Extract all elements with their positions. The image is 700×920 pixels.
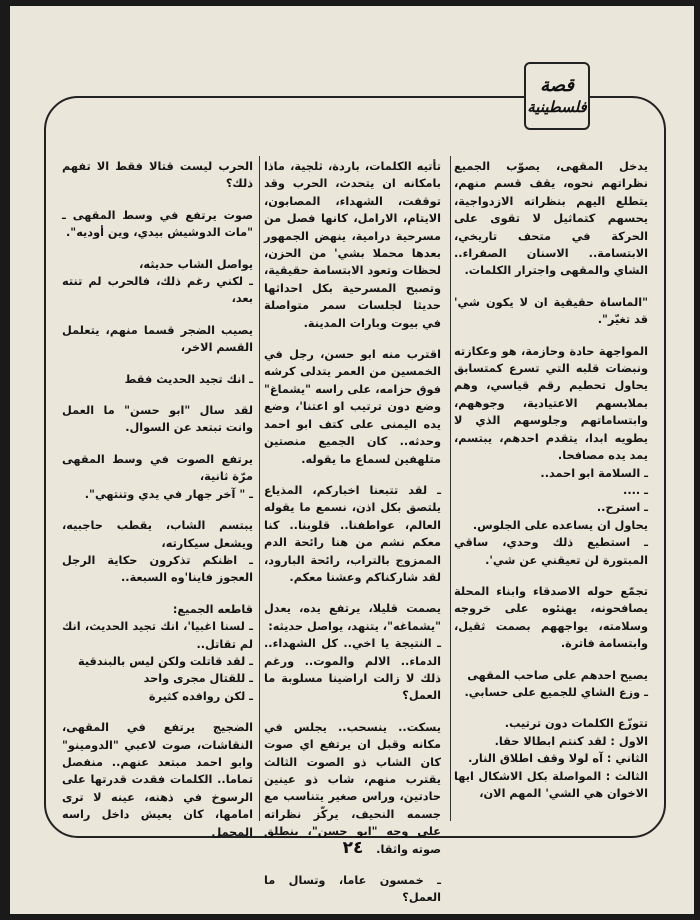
dialogue-line: الحرب ليست قتالا فقط الا تفهم ذلك؟: [62, 160, 253, 191]
paragraph: يصيح احدهم على صاحب المقهى: [467, 668, 648, 682]
text-column-right: [454, 158, 648, 818]
paragraph: تجمّع حوله الاصدقاء وابناء المحلة يصافحونه، يهنئوه على خروجه وسلامته، يواجههم بصمت ثقيل، وابتسامة فاترة.: [454, 584, 648, 651]
paragraph: يدخل المقهى، يصوّب الجميع نظراتهم نحوه، يقف قسم منهم، يتطلع اليهم بنظراته الازدواجية، يحسهم كتماثيل لا تقوى على الحركة في متحف تاريخي، الابتسامة.. الاسنان الصفراء.. الشاي والمقهى واجترار الكلمات.: [454, 160, 648, 278]
dialogue-line: ـ اظنكم تذكرون حكاية الرجل العجوز فاينا'وه السبعة..: [62, 553, 253, 585]
dialogue-line: الثاني : آه لولا وقف اطلاق النار.: [468, 752, 648, 766]
dialogue-line: ـ لكني رغم ذلك، فالحرب لم تنته بعد،: [62, 275, 253, 306]
paragraph: يرتفع الصوت في وسط المقهى مرّة ثانية،: [62, 452, 253, 484]
dialogue-line: ـ للقتال مجرى واحد: [143, 672, 253, 686]
paragraph: المواجهة حادة وحازمة، هو وعكازته ونبضات قلبه التي تسرع كمتسابق يحاول تحطيم رقم قياسي، وهم بملابسهم الاعتيادية، وجوههم، وابتساماتهم وجلوسهم الذي لا يطويه ابدا، يتقدم احدهم، يبتسم، يمد يده مصافحا.: [454, 344, 648, 463]
paragraph: يسكت.. ينسحب.. يجلس في مكانه وقبل ان يرتفع اي صوت كان الشاب ذو الصوت الثالث يقترب منهم، شاب ذو عينين حادتين، وراس صغير يتناسب مع جسمه النحيف، يركّز نظراته على وجه "ابو حسن"، ينطلق صوته واثقا.: [264, 720, 441, 856]
paragraph: لقد سال "ابو حسن" ما العمل وانت تبتعد عن السوال.: [62, 404, 253, 435]
dialogue-line: ـ لسنا اغبيا'، انك تجيد الحديث، انك لم تقاتل..: [62, 620, 253, 651]
dialogue-line: ـ السلامة ابو احمد..: [540, 466, 648, 480]
paragraph: يبتسم الشاب، يقطب حاجبيه، ويشعل سيكارته،: [62, 519, 253, 550]
paragraph: "الماساة حقيقية ان لا يكون شي' قد تغيّر".: [454, 295, 648, 327]
paragraph: يصيب الضجر قسما منهم، يتعلمل القسم الاخر،: [62, 323, 253, 355]
column-rule-left: [259, 156, 260, 821]
page-number: ٢٤: [342, 838, 364, 858]
dialogue-line: ـ استطيع ذلك وحدي، ساقي المبتورة لن تعيقني عن شي'.: [454, 536, 648, 567]
dialogue-line: الثالث : المواصلة بكل الاشكال ايها الاخوان هي الشي' المهم الان،: [454, 769, 648, 800]
dialogue-line: الاول : لقد كنتم ابطالا حقا.: [494, 734, 648, 748]
dialogue-line: ـ استرح..: [596, 501, 648, 515]
paragraph: صوت يرتفع في وسط المقهى ـ "مات الدوشيش بيدي، وين أوديه".: [62, 208, 253, 240]
paragraph: يواصل الشاب حديثه،: [139, 257, 253, 271]
dialogue-line: ـ انك تجيد الحديث فقط: [124, 372, 253, 386]
magazine-page: [10, 6, 694, 914]
dialogue-line: ـ النتيجة يا اخي.. كل الشهداء.. الدماء.. الالم والموت.. ورغم ذلك لا زالت اراضينا مسلوبة ما العمل؟: [264, 637, 441, 703]
paragraph: اقترب منه ابو حسن، رجل في الخمسين من العمر يتدلى كرشه فوق حزامه، على راسه "يشماغ" وضع دون ترتيب او اعتنا'، وضع يده اليمنى على كتف ابو احمد وحدثه.. كان الجميع منصتين متلهفين لسماع ما يقوله.: [264, 348, 441, 466]
column-rule-right: [450, 156, 451, 821]
dialogue-line: ـ خمسون عاما، وتسال ما العمل؟: [264, 874, 441, 905]
paragraph: يحاول ان يساعده على الجلوس.: [472, 518, 648, 532]
paragraph: تأتيه الكلمات، باردة، ثلجية، ماذا بامكانه ان يتحدث، الحرب وقد توقفت، الشهداء، المصابون، الايتام، الارامل، كانها فصل من مسرحية درامية، ينهض الجمهور بعدها محملا بشي' من الحزن، لحظات وتعود الابتسامة حقيقية، وتصبح المسرحية بكل احداثها حديثا لجلسات سمر متواصلة في بيوت وبارات المدينة.: [264, 160, 441, 330]
dialogue-line: ـ " آخر جهار في يدي وتنتهي".: [84, 487, 253, 501]
dialogue-line: ـ لكن روافده كثيرة: [148, 689, 253, 703]
paragraph: قاطعه الجميع:: [172, 602, 253, 616]
emblem-title: قصة: [540, 75, 574, 96]
dialogue-line: ـ لقد قاتلت ولكن ليس بالبندقية: [77, 654, 253, 668]
dialogue-line: ـ وزع الشاي للجميع على حسابي.: [464, 685, 648, 699]
paragraph: الضجيج يرتفع في المقهى، النقاشات، صوت لاعبي "الدومينو" وابو احمد مبتعد عنهم.. منفصل تماما.. الكلمات فقدت قدرتها على الرسوخ في ذهنه، عينه لا ترى امامها، كان يعيش داخل راسه المحمل: [62, 721, 253, 839]
paragraph: يصمت قليلا، يرتفع يده، يعدل "يشماغه"، يتنهد، يواصل حديثه:: [264, 602, 441, 633]
dialogue-line: ـ لقد تتبعنا اخباركم، المذياع يلتصق بكل اذن، نسمع ما يقوله العالم، عواطفنا.. قلوبنا.. كنا معكم نشم من هنا رائحة الدم الممزوج بالتراب، رائحة البارود، لقد شاركناكم وعشنا معكم.: [264, 483, 441, 584]
paragraph: تتوزّع الكلمات دون ترتيب.: [504, 717, 648, 731]
story-emblem: [524, 62, 590, 130]
dialogue-line: ـ ....: [623, 483, 648, 497]
text-column-left: [62, 158, 253, 839]
emblem-subtitle: فلسطينية: [527, 98, 587, 116]
